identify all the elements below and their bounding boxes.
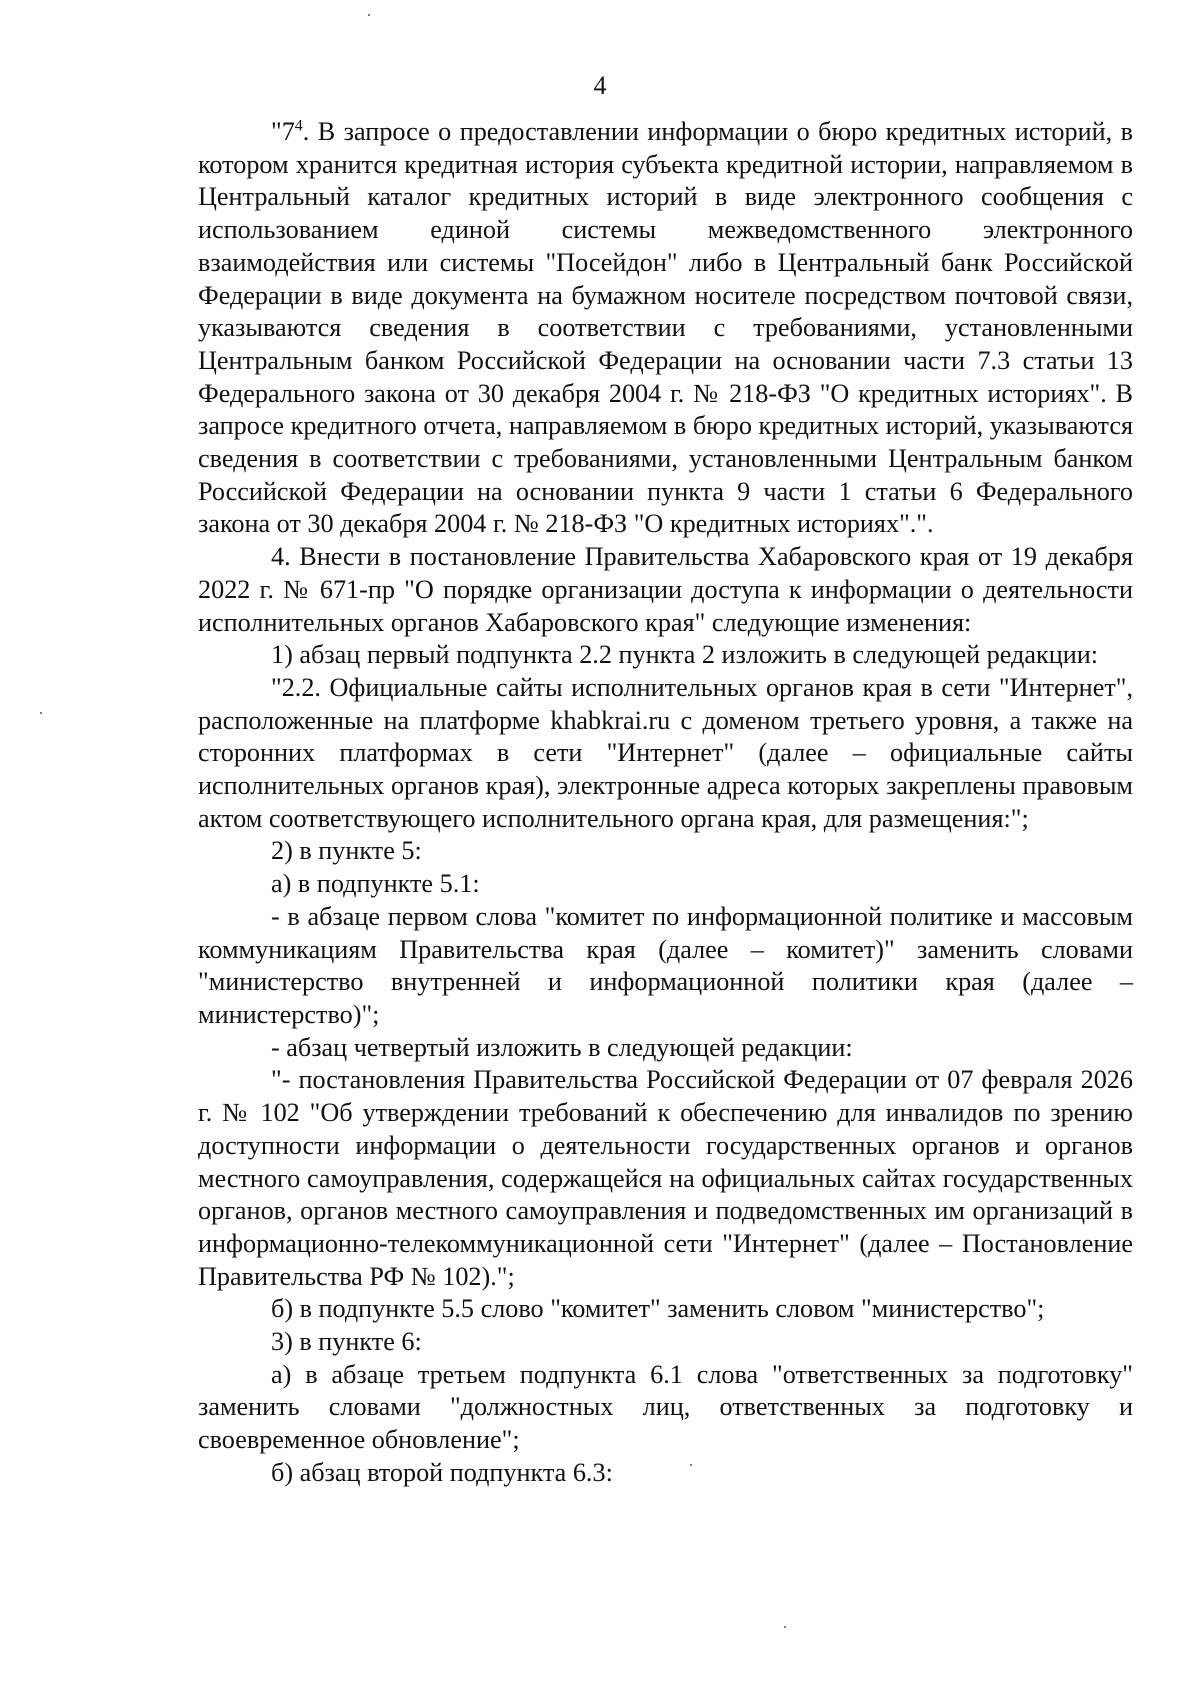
page-number: 4 [593,71,607,100]
paragraph-letter-b: б) в подпункте 5.5 слово "комитет" заменить словом "министерство"; [271,1294,1045,1324]
paragraph-7-4-superscript: 4 [294,117,303,135]
paragraph-subitem-2: 2) в пункте 5: [271,836,422,866]
paragraph-letter-b-6-3: б) абзац второй подпункта 6.3: [271,1457,613,1487]
paragraph-quote-2-2: "2.2. Официальные сайты исполнительных органов края в сети "Интернет", расположенные на платформе khabkrai.ru с доменом третьего уровня, а также на сторонних платформах в сети "Интернет" (далее – официальные сайты исполнительных органов края), электронные адреса которых закреплены правовым актом соответствующего исполнительного органа края, для размещения:"; [198,672,1133,833]
scan-speck [40,712,42,714]
scan-speck [368,14,370,16]
paragraph-quote-decree-102: "- постановления Правительства Российской Федерации от 07 февраля 2026 г. № 102 "Об утверждении требований к обеспечению для инвалидов по зрению доступности информации о деятельности государственных органов и органов местного самоуправления, содержащейся на официальных сайтах государственных органов, органов местного самоуправления и подведомственных им организаций в информационно-телекоммуникационной сети "Интернет" (далее – Постановление Правительства РФ № 102)."; [198,1065,1133,1291]
paragraph-dash-fourth: - абзац четвертый изложить в следующей редакции: [271,1032,853,1062]
paragraph-letter-a-6-1: а) в абзаце третьем подпункта 6.1 слова "ответственных за подготовку" заменить словами "должностных лиц, ответственных за подготовку и своевременное обновление"; [198,1359,1133,1455]
scan-speck [784,1626,786,1628]
paragraph-subitem-3: 3) в пункте 6: [271,1327,422,1357]
paragraph-7-4-lead: "7 [271,117,295,146]
paragraph-subitem-1: 1) абзац первый подпункта 2.2 пункта 2 изложить в следующей редакции: [271,640,1099,670]
paragraph-dash-first: - в абзаце первом слова "комитет по информационной политике и массовым коммуникациям Правительства края (далее – комитет)" заменить словами "министерство внутренней и информационной политики края (далее – министерство)"; [198,901,1133,1029]
paragraph-letter-a: а) в подпункте 5.1: [271,869,480,899]
document-body [198,116,1133,1490]
paragraph-item-4: 4. Внести в постановление Правительства Хабаровского края от 19 декабря 2022 г. № 671-пр "О порядке организации доступа к информации о деятельности исполнительных органов Хабаровского края" следующие изменения: [198,542,1133,637]
scan-speck [690,1464,692,1466]
paragraph-7-4 [198,116,1133,541]
paragraph-7-4-text: . В запросе о предоставлении информации о бюро кредитных историй, в котором хранится кредитная история субъекта кредитной истории, направляемом в Центральный каталог кредитных историй в виде электронного сообщения с использованием единой системы межведомственного электронного взаимодействия или системы "Посейдон" либо в Центральный банк Российской Федерации в виде документа на бумажном носителе посредством почтовой связи, указываются сведения в соответствии с требованиями, установленными Центральным банком Российской Федерации на основании части 7.3 статьи 13 Федерального закона от 30 декабря 2004 г. № 218-ФЗ "О кредитных историях". В запросе кредитного отчета, направляемом в бюро кредитных историй, указываются сведения в соответствии с требованиями, установленными Центральным банком Российской Федерации на основании пункта 9 части 1 статьи 6 Федерального закона от 30 декабря 2004 г. № 218-ФЗ "О кредитных историях".". [198,117,1133,539]
